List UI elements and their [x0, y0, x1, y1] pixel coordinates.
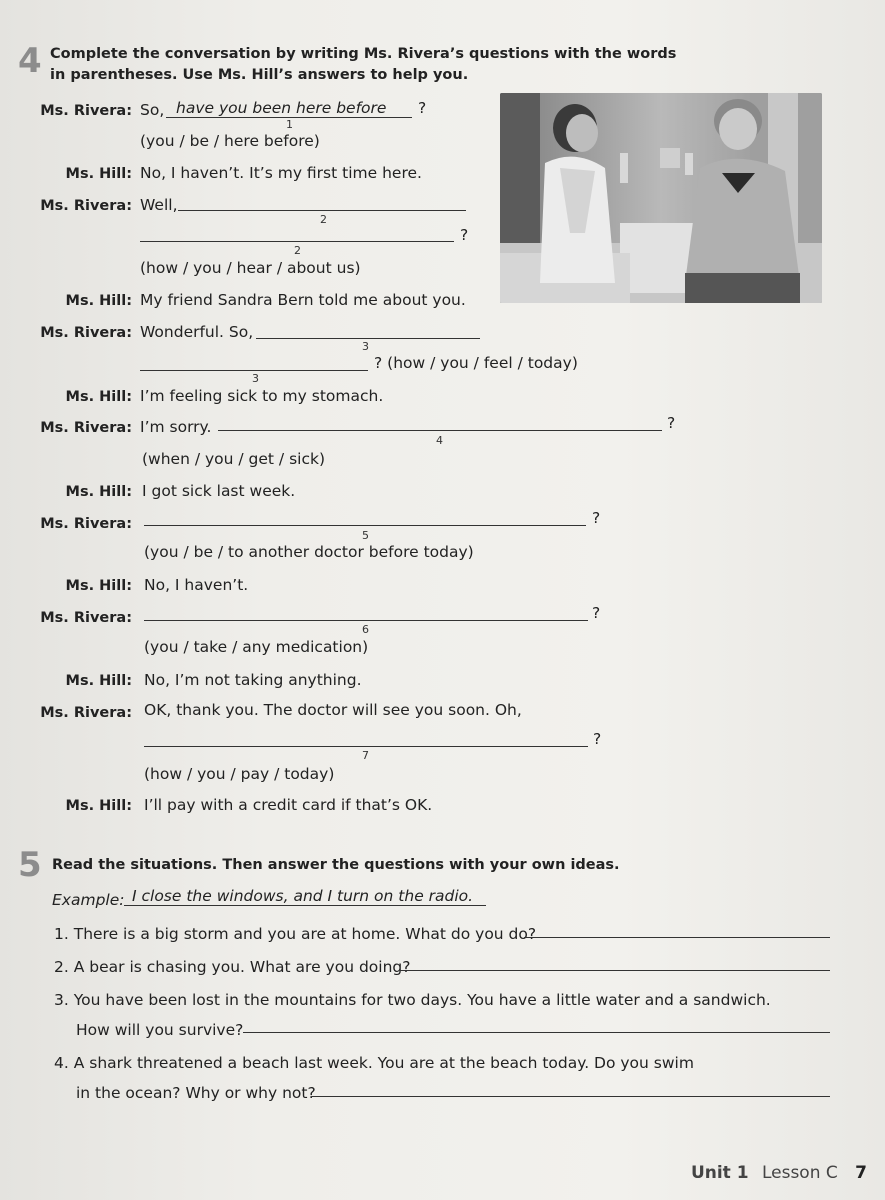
speaker-rivera: Ms. Rivera: [40, 610, 132, 626]
item-2 [54, 958, 410, 976]
speaker-hill: Ms. Hill: [65, 484, 132, 500]
q3-answer-line-a[interactable] [256, 338, 480, 339]
q7-cue: (how / you / pay / today) [144, 765, 335, 783]
speaker-hill: Ms. Hill: [65, 389, 132, 405]
page-footer [691, 1163, 867, 1183]
example-label: Example: [52, 891, 125, 909]
a7-text: I’ll pay with a credit card if that’s OK. [144, 796, 433, 814]
q5-cue: (you / be / to another doctor before today) [144, 543, 474, 561]
q3-lead: Wonderful. So, [140, 323, 254, 341]
speaker-hill: Ms. Hill: [65, 673, 132, 689]
a2-text: My friend Sandra Bern told me about you. [140, 291, 466, 309]
a5-text: No, I haven’t. [144, 576, 249, 594]
speaker-rivera: Ms. Rivera: [40, 198, 132, 214]
item-4-text: A shark threatened a beach last week. You are at the beach today. Do you swim [73, 1054, 694, 1072]
speaker-rivera: Ms. Rivera: [40, 516, 132, 532]
item-2-text: A bear is chasing you. What are you doing? [73, 958, 411, 976]
q7-number: 7 [362, 749, 369, 762]
q3-answer-line-b[interactable] [140, 370, 368, 371]
exercise-5-number: 5 [18, 845, 42, 885]
q2-question-mark: ? [460, 226, 469, 244]
instruction-line-2: in parentheses. Use Ms. Hill’s answers to help you. [50, 67, 469, 83]
footer-unit: Unit 1 [690, 1163, 749, 1183]
footer-lesson: Lesson C [761, 1163, 838, 1183]
q4-cue: (when / you / get / sick) [142, 450, 325, 468]
instruction-line-1: Complete the conversation by writing Ms. Rivera’s questions with the words [50, 46, 677, 62]
q1-lead: So, [140, 101, 165, 119]
a6-text: No, I’m not taking anything. [144, 671, 362, 689]
q3-question-mark: ? [374, 354, 383, 372]
item-1-text: There is a big storm and you are at home. What do you do? [73, 925, 537, 943]
speaker-rivera: Ms. Rivera: [40, 325, 132, 341]
q1-answer: have you been here before [176, 99, 387, 117]
q7-lead: OK, thank you. The doctor will see you soon. Oh, [144, 701, 522, 719]
q4-answer-line[interactable] [218, 430, 662, 431]
q2-cue: (how / you / hear / about us) [140, 259, 361, 277]
a4-text: I got sick last week. [142, 482, 296, 500]
clinic-photo [500, 93, 822, 303]
q7-answer-line[interactable] [144, 746, 588, 747]
q5-number: 5 [362, 529, 369, 542]
q3-cue [374, 354, 578, 372]
q3-cue-text: (how / you / feel / today) [387, 354, 578, 372]
item-3-answer-line[interactable] [243, 1032, 830, 1033]
item-3-text-2: How will you survive? [76, 1021, 244, 1039]
item-1-answer-line[interactable] [524, 937, 830, 938]
q4-question-mark: ? [667, 414, 676, 432]
example-answer-line [124, 905, 486, 906]
q3-number-a: 3 [362, 340, 369, 353]
item-4-text-2: in the ocean? Why or why not? [76, 1084, 316, 1102]
item-3-number: 3. [54, 991, 69, 1009]
q5-question-mark: ? [592, 509, 601, 527]
speaker-rivera: Ms. Rivera: [40, 103, 132, 119]
speaker-hill: Ms. Hill: [65, 798, 132, 814]
item-2-answer-line[interactable] [400, 970, 830, 971]
item-3-text: You have been lost in the mountains for two days. You have a little water and a sandwich. [73, 991, 771, 1009]
q4-lead: I’m sorry. [140, 418, 212, 436]
q7-question-mark: ? [593, 730, 602, 748]
q2-lead: Well, [140, 196, 178, 214]
q6-number: 6 [362, 623, 369, 636]
speaker-hill: Ms. Hill: [65, 578, 132, 594]
q6-cue: (you / take / any medication) [144, 638, 369, 656]
q2-number-b: 2 [294, 244, 301, 257]
q6-question-mark: ? [592, 604, 601, 622]
item-1-number: 1. [54, 925, 69, 943]
q1-number: 1 [286, 118, 293, 131]
item-2-number: 2. [54, 958, 69, 976]
exercise-4-number: 4 [18, 41, 42, 81]
item-4-number: 4. [54, 1054, 69, 1072]
example-answer: I close the windows, and I turn on the radio. [132, 887, 474, 905]
item-3 [54, 991, 771, 1009]
q3-number-b: 3 [252, 372, 259, 385]
speaker-hill: Ms. Hill: [65, 166, 132, 182]
q5-answer-line[interactable] [144, 525, 586, 526]
q1-cue: (you / be / here before) [140, 132, 320, 150]
q1-question-mark: ? [418, 99, 427, 117]
q2-number-a: 2 [320, 213, 327, 226]
a1-text: No, I haven’t. It’s my first time here. [140, 164, 422, 182]
q6-answer-line[interactable] [144, 620, 588, 621]
page-number: 7 [855, 1163, 867, 1183]
item-1 [54, 925, 536, 943]
a3-text: I’m feeling sick to my stomach. [140, 387, 384, 405]
item-4 [54, 1054, 694, 1072]
q2-answer-line-a[interactable] [178, 210, 466, 211]
q2-answer-line-b[interactable] [140, 241, 454, 242]
speaker-rivera: Ms. Rivera: [40, 420, 132, 436]
speaker-hill: Ms. Hill: [65, 293, 132, 309]
speaker-rivera: Ms. Rivera: [40, 705, 132, 721]
exercise-5-instruction: Read the situations. Then answer the questions with your own ideas. [52, 857, 620, 873]
exercise-4-instruction [50, 44, 676, 86]
item-4-answer-line[interactable] [312, 1096, 830, 1097]
q4-number: 4 [436, 434, 443, 447]
